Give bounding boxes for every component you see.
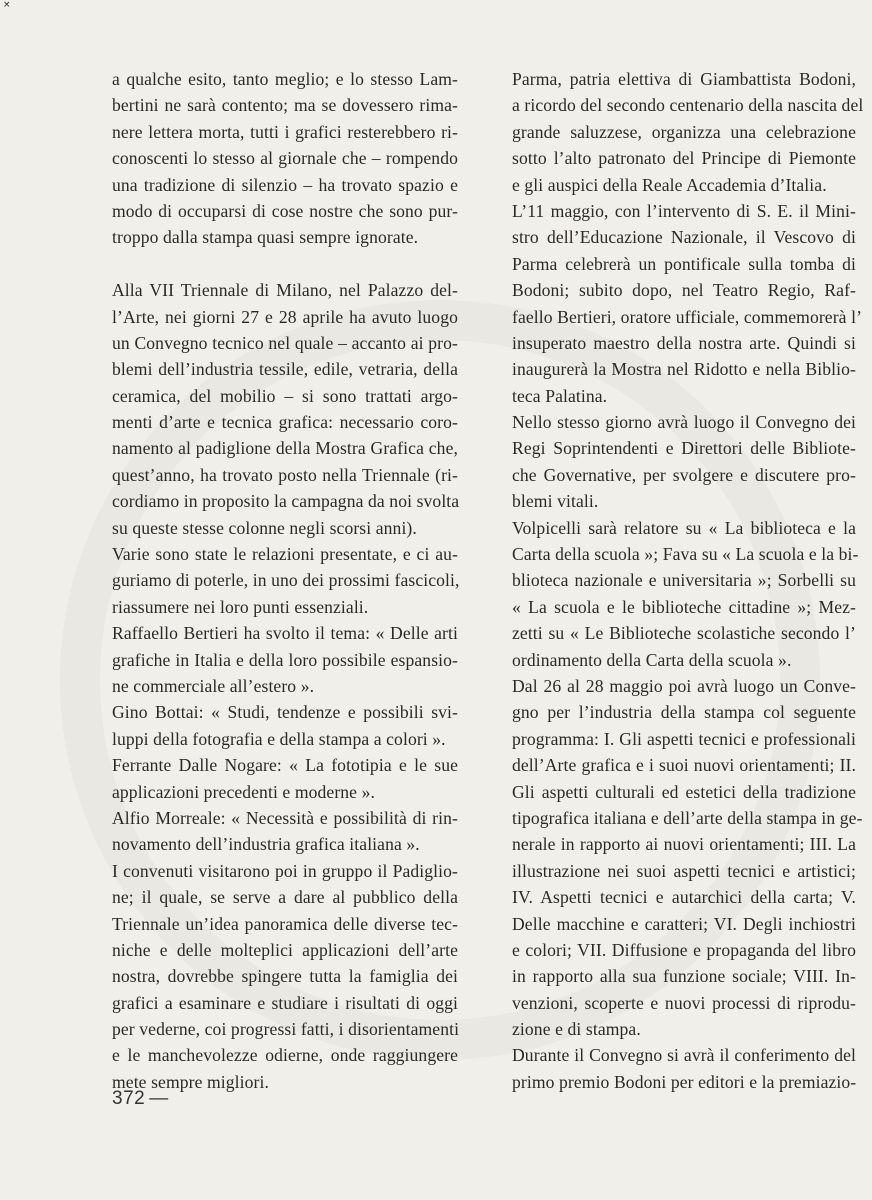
text-line: troppo dalla stampa quasi sempre ignorate. (112, 227, 419, 248)
text-line: I convenuti visitarono poi in gruppo il Padiglio- (112, 860, 458, 881)
text-line: luppi della fotografia e della stampa a colori ». (112, 728, 446, 749)
text-line: quest’anno, ha trovato posto nella Triennale (ri- (112, 464, 458, 485)
text-line: tipografica italiana e dell’arte della stampa in ge- (512, 807, 863, 828)
text-line: in rapporto alla sua funzione sociale; VIII. In- (512, 966, 856, 987)
text-line: cordiamo in proposito la campagna da noi svolta (112, 491, 460, 512)
text-line: blemi dell’industria tessile, edile, vetraria, della (112, 359, 458, 380)
text-line: a qualche esito, tanto meglio; e lo stesso Lam- (112, 69, 458, 89)
text-line: zetti su « Le Biblioteche scolastiche secondo l’ (512, 623, 856, 644)
text-line: Parma celebrerà un pontificale sulla tomba di (512, 253, 856, 274)
text-line: ne commerciale all’estero ». (112, 675, 315, 696)
text-line: gno per l’industria della stampa col seguente (512, 702, 856, 723)
text-line: conoscenti lo stesso al giornale che – rompendo (112, 148, 458, 169)
text-line: su queste stesse colonne negli scorsi anni). (112, 517, 417, 538)
text-line: guriamo di poterle, in uno dei prossimi fascicoli, (112, 570, 460, 591)
text-line: mete sempre migliori. (112, 1071, 269, 1092)
text-line: Regi Soprintendenti e Direttori delle Bibliote- (512, 438, 856, 459)
text-line: Gli aspetti culturali ed estetici della tradizione (512, 781, 856, 802)
text-line: Alfio Morreale: « Necessità e possibilità di rin- (112, 807, 458, 828)
text-line: Dal 26 al 28 maggio poi avrà luogo un Conve- (512, 675, 856, 696)
text-line: stro dell’Educazione Nazionale, il Vescovo di (512, 227, 856, 248)
text-line: e le manchevolezze odierne, onde raggiungere (112, 1045, 458, 1066)
text-line: a ricordo del secondo centenario della nascita del (512, 95, 864, 116)
text-line: Volpicelli sarà relatore su « La biblioteca e la (512, 517, 856, 538)
text-line: grafiche in Italia e della loro possibile espansio- (112, 649, 458, 670)
text-line: un Convegno tecnico nel quale – accanto ai pro- (112, 332, 458, 353)
text-line: riassumere nei loro punti essenziali. (112, 596, 369, 617)
text-line: modo di occuparsi di cose nostre che sono pur- (112, 200, 458, 221)
text-line: ne; il quale, se serve a dare al pubblico della (112, 887, 458, 908)
text-line: ordinamento della Carta della scuola ». (512, 649, 792, 670)
text-line: illustrazione nei suoi aspetti tecnici e artistici; (512, 860, 856, 881)
text-line: l’Arte, nei giorni 27 e 28 aprile ha avuto luogo (112, 306, 458, 327)
text-line: inaugurerà la Mostra nel Ridotto e nella Biblio- (512, 359, 856, 380)
text-line: Gino Bottai: « Studi, tendenze e possibili svi- (112, 702, 458, 723)
text-line: primo premio Bodoni per editori e la premiazio- (512, 1071, 857, 1092)
text-line: applicazioni precedenti e moderne ». (112, 781, 375, 802)
text-line: per vederne, coi progressi fatti, i disorientamenti (112, 1019, 460, 1040)
text-line: che Governative, per svolgere e discutere pro- (512, 464, 856, 485)
text-line: venzioni, scoperte e nuovi processi di riprodu- (512, 992, 856, 1013)
text-line: IV. Aspetti tecnici e autarchici della carta; V. (512, 887, 856, 908)
paragraph-gap (112, 251, 458, 277)
text-line: Raffaello Bertieri ha svolto il tema: « Delle arti (112, 623, 458, 644)
left-text-column (112, 66, 458, 1095)
text-line: teca Palatina. (512, 385, 608, 406)
text-line: grande saluzzese, organizza una celebrazione (512, 121, 856, 142)
text-line: grafici a esaminare e studiare i risultati di oggi (112, 992, 458, 1013)
text-line: programma: I. Gli aspetti tecnici e professionali (512, 728, 856, 749)
text-line: una tradizione di silenzio – ha trovato spazio e (112, 174, 458, 195)
text-line: blemi vitali. (512, 491, 599, 512)
text-line: novamento dell’industria grafica italiana ». (112, 834, 420, 855)
text-line: Carta della scuola »; Fava su « La scuola e la bi- (512, 544, 859, 565)
text-line: Durante il Convegno si avrà il conferimento del (512, 1045, 856, 1066)
text-line: nerale in rapporto ai nuovi orientamenti; III. La (512, 834, 856, 855)
right-text-column (512, 66, 864, 1095)
text-line: nere lettera morta, tutti i grafici resterebbero ri- (112, 121, 458, 142)
text-line: e colori; VII. Diffusione e propaganda del libro (512, 939, 856, 960)
text-line: blioteca nazionale e universitaria »; Sorbelli su (512, 570, 856, 591)
text-line: e gli auspici della Reale Accademia d’Italia. (512, 174, 827, 195)
text-line: faello Bertieri, oratore ufficiale, commemorerà l’ (512, 306, 863, 327)
text-line: zione e di stampa. (512, 1019, 641, 1040)
text-line: insuperato maestro della nostra arte. Quindi si (512, 332, 856, 353)
page-number-dash: — (149, 1088, 169, 1109)
text-line: Triennale un’idea panoramica delle diverse tec- (112, 913, 458, 934)
text-line: bertini ne sarà contento; ma se dovessero rima- (112, 95, 458, 116)
corner-mark-icon: × (3, 0, 11, 10)
text-line: Delle macchine e caratteri; VI. Degli inchiostri (512, 913, 856, 934)
text-line: menti d’arte e tecnica grafica: necessario coro- (112, 412, 458, 433)
text-line: namento al padiglione della Mostra Grafica che, (112, 438, 458, 459)
text-line: nostra, dovrebbe spingere tutta la famiglia dei (112, 966, 458, 987)
text-line: niche e delle molteplici applicazioni dell’arte (112, 939, 458, 960)
page-number: 372 (112, 1088, 146, 1109)
text-line: ceramica, del mobilio – si sono trattati argo- (112, 385, 458, 406)
text-line: Parma, patria elettiva di Giambattista Bodoni, (512, 69, 856, 89)
text-line: Varie sono state le relazioni presentate, e ci au- (112, 544, 458, 565)
text-line: Bodoni; subito dopo, nel Teatro Regio, Raf- (512, 280, 856, 301)
page-number-footer (112, 1088, 169, 1110)
text-line: « La scuola e le biblioteche cittadine »; Mez- (512, 596, 856, 617)
text-line: sotto l’alto patronato del Principe di Piemonte (512, 148, 856, 169)
text-line: Ferrante Dalle Nogare: « La fototipia e le sue (112, 755, 458, 776)
text-line: Alla VII Triennale di Milano, nel Palazzo del- (112, 280, 458, 301)
text-line: Nello stesso giorno avrà luogo il Convegno dei (512, 412, 856, 433)
text-line: L’11 maggio, con l’intervento di S. E. il Mini- (512, 200, 856, 221)
text-line: dell’Arte grafica e i suoi nuovi orientamenti; II. (512, 755, 856, 776)
